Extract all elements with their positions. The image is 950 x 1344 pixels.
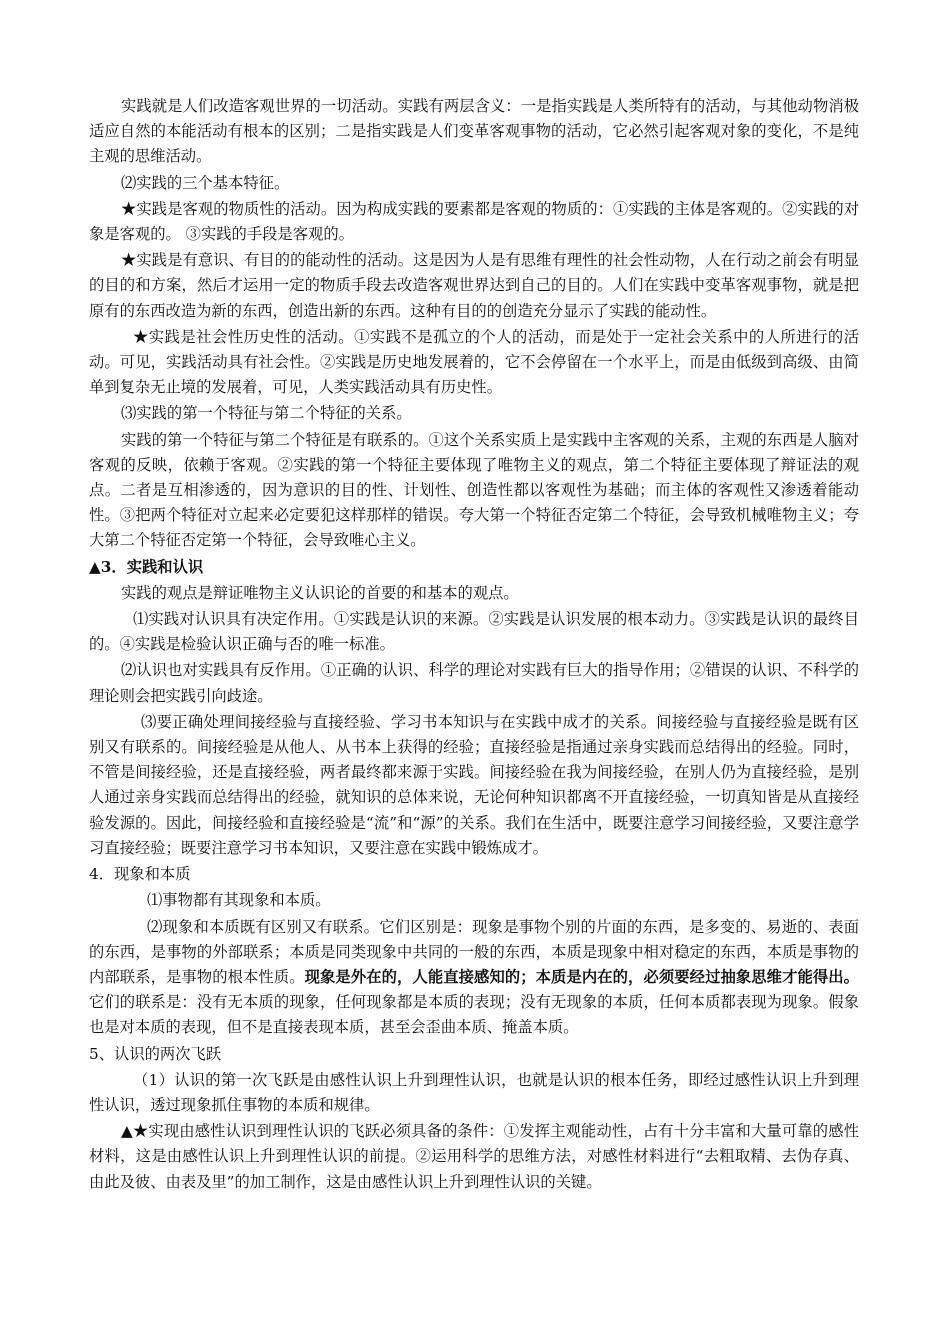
paragraph-phenomenon-essence-exist: ⑴事物都有其现象和本质。	[147, 891, 331, 910]
text-connection: 它们的联系是：没有无本质的现象，任何现象都是本质的表现；没有无现象的本质，任何本质都表现为现象。假象也是对本质的表现，但不是直接表现本质，甚至会歪曲本质、掩盖本质。	[89, 993, 859, 1037]
paragraph-feature-relation: 实践的第一个特征与第二个特征是有联系的。①这个关系实质上是实践中主客观的关系，主观的东西是人脑对客观的反映，依赖于客观。②实践的第一个特征主要体现了唯物主义的观点，第二个特征主要体现了辩证法的观点。二者是互相渗透的，因为意识的目的性、计划性、创造性都以客观性为基础；而主体的客观性又渗透着能动性。③把两个特征对立起来必定要犯这样那样的错误。夸大第一个特征否定第二个特征，会导致机械唯物主义；夸大第二个特征否定第一个特征，会导致唯心主义。	[89, 430, 859, 550]
paragraph-first-leap: （1）认识的第一次飞跃是由感性认识上升到理性认识，也就是认识的根本任务，即经过感性认识上升到理性认识，透过现象抓住事物的本质和规律。	[89, 1070, 859, 1114]
paragraph-leap-conditions: ▲★实现由感性认识到理性认识的飞跃必须具备的条件：①发挥主观能动性，占有十分丰富和大量可靠的感性材料，这是由感性认识上升到理性认识的前提。②运用科学的思维方法，对感性材料进行“去粗取精、去伪存真、由此及彼、由表及里”的加工制作，这是由感性认识上升到理性认识的关键。	[89, 1122, 859, 1191]
subheading-three-features: ⑵实践的三个基本特征。	[121, 173, 290, 192]
text-difference: ⑵现象和本质既有区别又有联系。它们区别是：现象是事物个别的片面的东西，是多变的、易逝的、表面的东西，是事物的外部联系；本质是同类现象中共同的一般的东西，本质是现象中相对稳定的东西，本质是事物的内部联系，是事物的根本性质。	[89, 917, 859, 986]
paragraph-objective-material: ★实践是客观的物质性的活动。因为构成实践的要素都是客观的物质的：①实践的主体是客观的。②实践的对象是客观的。 ③实践的手段是客观的。	[89, 199, 859, 244]
paragraph-experience-relation: ⑶要正确处理间接经验与直接经验、学习书本知识与在实践中成才的关系。间接经验与直接经验是既有区别又有联系的。间接经验是从他人、从书本上获得的经验；直接经验是指通过亲身实践而总结得出的经验。同时，不管是间接经验，还是直接经验，两者最终都来源于实践。间接经验在我为间接经验，在别人仍为直接经验，是别人通过亲身实践而总结得出的经验，就知识的总体来说，无论何种知识都离不开直接经验，一切真知皆是从直接经验发源的。因此，间接经验和直接经验是“流”和“源”的关系。我们在生活中，既要注意学习间接经验，又要注意学习直接经验；既要注意学习书本知识，又要注意在实践中锻炼成才。	[89, 712, 859, 857]
paragraph-practice-viewpoint: 实践的观点是辩证唯物主义认识论的首要的和基本的观点。	[121, 583, 519, 602]
section-heading-two-leaps: 5、认识的两次飞跃	[89, 1044, 222, 1063]
paragraph-conscious-purposeful: ★实践是有意识、有目的的能动性的活动。这是因为人是有思维有理性的社会性动物，人在行动之前会有明显的目的和方案，然后才运用一定的物质手段去改造客观世界达到自己的目的。人们在实践中变革客观事物，就是把原有的东西改造为新的东西，创造出新的东西。这种有目的的创造充分显示了实践的能动性。	[89, 251, 859, 320]
text-bold-emphasis: 现象是外在的，人能直接感知的；本质是内在的，必须要经过抽象思维才能得出。	[304, 967, 859, 986]
paragraph-practice-definition: 实践就是人们改造客观世界的一切活动。实践有两层含义：一是指实践是人类所特有的活动，与其他动物消极适应自然的本能活动有根本的区别；二是指实践是人们变革客观事物的活动，它必然引起客观对象的变化，不是纯主观的思维活动。	[89, 97, 859, 166]
section-heading-practice-cognition: ▲3．实践和认识	[89, 557, 204, 576]
paragraph-practice-decisive: ⑴实践对认识具有决定作用。①实践是认识的来源。②实践是认识发展的根本动力。③实践是认识的最终目的。④实践是检验认识正确与否的唯一标准。	[89, 610, 859, 654]
paragraph-social-historical: ★实践是社会性历史性的活动。①实践不是孤立的个人的活动，而是处于一定社会关系中的人所进行的活动。可见，实践活动具有社会性。②实践是历史地发展着的，它不会停留在一个水平上，而是由低级到高级、由简单到复杂无止境的发展着，可见，人类实践活动具有历史性。	[89, 327, 859, 397]
subheading-feature-relation: ⑶实践的第一个特征与第二个特征的关系。	[121, 404, 412, 423]
paragraph-cognition-reaction: ⑵认识也对实践具有反作用。①正确的认识、科学的理论对实践有巨大的指导作用；②错误的认识、不科学的理论则会把实践引向歧途。	[89, 661, 859, 705]
section-heading-phenomenon-essence: 4．现象和本质	[89, 865, 191, 884]
paragraph-phenomenon-essence-relation	[89, 915, 859, 1041]
document-body	[89, 94, 859, 1196]
